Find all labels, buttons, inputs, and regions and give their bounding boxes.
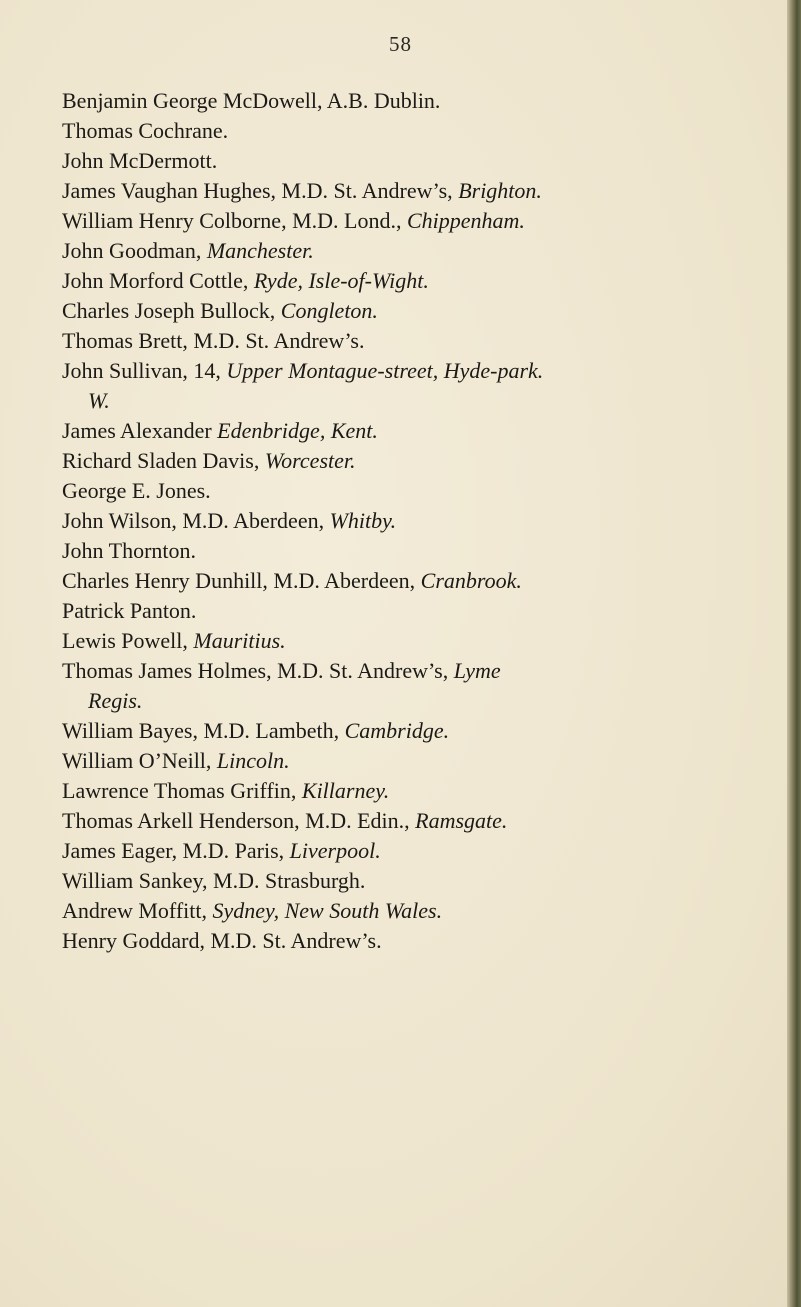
entry-place: Manchester.	[206, 238, 314, 263]
entry-place: Brighton.	[458, 178, 542, 203]
entry-name: William Henry Colborne, M.D. Lond.,	[62, 208, 407, 233]
entry-place: Cranbrook.	[420, 568, 522, 593]
entry-name: James Alexander	[62, 418, 218, 443]
entry-name: William Sankey, M.D. Strasburgh.	[62, 868, 366, 893]
list-item	[62, 836, 762, 866]
list-item	[62, 566, 762, 596]
list-item	[62, 776, 762, 806]
list-item	[62, 746, 762, 776]
entry-name: Thomas Brett, M.D. St. Andrew’s.	[62, 328, 365, 353]
entry-place: Lincoln.	[216, 748, 290, 773]
entry-continuation: Regis.	[88, 688, 143, 713]
list-item	[62, 266, 762, 296]
entry-name: Thomas Arkell Henderson, M.D. Edin.,	[62, 808, 416, 833]
entry-place: Lyme	[453, 658, 501, 683]
list-item	[62, 866, 762, 896]
entry-place: Congleton.	[280, 298, 378, 323]
entry-name: Charles Joseph Bullock,	[62, 298, 281, 323]
list-item	[62, 236, 762, 266]
entry-name: John McDermott.	[62, 148, 218, 173]
entry-name: Thomas Cochrane.	[62, 118, 229, 143]
entry-name: Patrick Panton.	[62, 598, 197, 623]
member-list	[62, 86, 762, 956]
list-item	[62, 476, 762, 506]
list-item-continuation	[62, 386, 762, 416]
list-item	[62, 506, 762, 536]
list-item	[62, 86, 762, 116]
entry-place: Liverpool.	[289, 838, 381, 863]
list-item	[62, 626, 762, 656]
entry-name: Charles Henry Dunhill, M.D. Aberdeen,	[62, 568, 421, 593]
entry-name: Richard Sladen Davis,	[62, 448, 265, 473]
list-item	[62, 536, 762, 566]
entry-place: Worcester.	[264, 448, 356, 473]
list-item	[62, 176, 762, 206]
list-item-continuation	[62, 686, 762, 716]
list-item	[62, 596, 762, 626]
list-item	[62, 446, 762, 476]
entry-place: Whitby.	[329, 508, 397, 533]
entry-name: George E. Jones.	[62, 478, 211, 503]
list-item	[62, 806, 762, 836]
entry-name: Henry Goddard, M.D. St. Andrew’s.	[62, 928, 382, 953]
entry-place: Ramsgate.	[415, 808, 508, 833]
entry-place: Mauritius.	[193, 628, 286, 653]
entry-name: John Thornton.	[62, 538, 197, 563]
entry-place: Upper Montague-street, Hyde-park.	[226, 358, 544, 383]
entry-place: Sydney, New South Wales.	[212, 898, 443, 923]
entry-name: William O’Neill,	[62, 748, 217, 773]
list-item	[62, 146, 762, 176]
list-item	[62, 416, 762, 446]
entry-name: Thomas James Holmes, M.D. St. Andrew’s,	[62, 658, 454, 683]
list-item	[62, 116, 762, 146]
entry-place: Edenbridge, Kent.	[217, 418, 378, 443]
list-item	[62, 656, 762, 686]
entry-place: Chippenham.	[406, 208, 525, 233]
entry-name: Andrew Moffitt,	[62, 898, 213, 923]
entry-name: John Wilson, M.D. Aberdeen,	[62, 508, 330, 533]
page-edge-shadow	[787, 0, 801, 1307]
entry-name: Lewis Powell,	[62, 628, 194, 653]
entry-place: Cambridge.	[344, 718, 450, 743]
list-item	[62, 926, 762, 956]
entry-place: Killarney.	[301, 778, 390, 803]
list-item	[62, 716, 762, 746]
list-item	[62, 356, 762, 386]
entry-place: Ryde, Isle-of-Wight.	[253, 268, 429, 293]
list-item	[62, 206, 762, 236]
entry-name: William Bayes, M.D. Lambeth,	[62, 718, 345, 743]
entry-name: Lawrence Thomas Griffin,	[62, 778, 302, 803]
list-item	[62, 326, 762, 356]
entry-name: James Vaughan Hughes, M.D. St. Andrew’s,	[62, 178, 459, 203]
entry-continuation: W.	[88, 388, 110, 413]
list-item	[62, 896, 762, 926]
entry-name: John Morford Cottle,	[62, 268, 254, 293]
list-item	[62, 296, 762, 326]
page-number: 58	[389, 32, 412, 56]
entry-name: Benjamin George McDowell, A.B. Dublin.	[62, 88, 441, 113]
entry-name: James Eager, M.D. Paris,	[62, 838, 290, 863]
entry-name: John Sullivan, 14,	[62, 358, 227, 383]
entry-name: John Goodman,	[62, 238, 207, 263]
